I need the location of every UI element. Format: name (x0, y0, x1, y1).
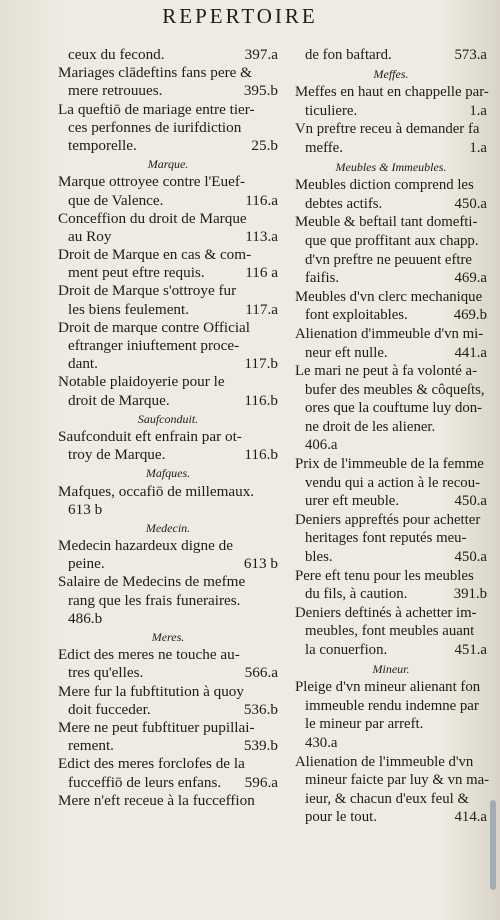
index-line (58, 701, 278, 719)
entry-text: Pere eft tenu pour les meubles (295, 567, 474, 584)
section-heading (295, 158, 487, 177)
entry-text: La queftiō de mariage entre tier- (58, 100, 255, 118)
page-reference: 573.a (454, 47, 487, 63)
entry-text: meffe. (305, 139, 343, 156)
entry-text: Mariages clādeftins fans pere & (58, 64, 252, 82)
entry-text: troy de Marque. (68, 446, 166, 464)
index-line (295, 734, 487, 753)
entry-text: mineur faicte par luy & vn ma- (305, 772, 490, 789)
index-line (295, 474, 487, 493)
entry-text: du fils, à caution. (305, 586, 408, 603)
entry-text: 486.b (68, 609, 103, 627)
page-reference: 113.a (245, 227, 278, 245)
page-reference: 539.b (243, 737, 278, 755)
index-line (58, 392, 278, 410)
entry-text: neur eft nulle. (305, 344, 388, 361)
entry-text: Salaire de Medecins de mefme (58, 573, 246, 591)
entry-text: que de Valence. (68, 191, 164, 209)
entry-text: immeuble rendu indemne par (305, 697, 479, 714)
entry-text: faifis. (305, 270, 340, 287)
entry-text: ne droit de les aliener. (305, 418, 436, 435)
entry-text: Pleige d'vn mineur alienant fon (295, 679, 481, 696)
page-reference: 116.a (245, 191, 278, 209)
entry-text: fucceffiō de leurs enfans. (68, 773, 222, 791)
page-reference: 596.a (244, 773, 278, 791)
entry-text: Meubles d'vn clerc mechanique (295, 288, 483, 305)
page-reference: 1.a (469, 139, 487, 156)
index-line (295, 567, 487, 586)
index-line (295, 325, 487, 344)
entry-text: pour le tout. (305, 809, 377, 826)
entry-text: que que proffitant aux chapp. (305, 232, 479, 249)
entry-text: ceux du fecond. (68, 46, 165, 63)
index-line (295, 436, 487, 455)
entry-text: droit de Marque. (68, 391, 170, 409)
index-line (295, 790, 487, 809)
index-line (58, 282, 278, 300)
entry-text: ment peut eftre requis. (68, 264, 205, 282)
page-reference: 450.a (454, 195, 487, 212)
page-reference: 117.a (245, 300, 278, 318)
index-line (295, 622, 487, 641)
index-line (295, 176, 487, 195)
index-line (58, 646, 278, 664)
entry-text: Meubles diction comprend les (295, 177, 474, 194)
entry-text: peine. (68, 555, 105, 573)
index-line (295, 102, 487, 121)
page-reference: 116.b (244, 391, 278, 409)
page-reference: 116 a (245, 264, 278, 282)
index-line (58, 501, 278, 519)
entry-text: de fon baftard. (305, 47, 392, 63)
entry-text: Prix de l'immeuble de la femme (295, 456, 484, 473)
page-reference: 441.a (454, 344, 487, 361)
entry-text: Meubles & Immeubles. (335, 159, 447, 174)
index-line (295, 213, 487, 232)
index-line (58, 555, 278, 573)
index-line (295, 83, 487, 102)
entry-text: Mere n'eft receue à la fucceffion (58, 791, 255, 809)
page-reference: 391.b (453, 586, 487, 603)
entry-text: urer eft meuble. (305, 493, 400, 510)
index-line (295, 195, 487, 214)
entry-text: Meuble & beftail tant domefti- (295, 214, 478, 231)
index-line (295, 306, 487, 325)
entry-text: Meres. (151, 630, 185, 644)
index-line (295, 46, 487, 65)
entry-text: d'vn preftre ne peuuent eftre (305, 251, 472, 268)
page-reference: 397.a (244, 46, 278, 63)
index-line (58, 537, 278, 555)
entry-text: Mafques, occafiō de millemaux. (58, 482, 255, 500)
index-line (58, 137, 278, 155)
entry-text: Edict des meres ne touche au- (58, 646, 240, 664)
index-line (58, 210, 278, 228)
entry-text: Vn preftre receu à demander fa (295, 121, 480, 138)
section-heading (58, 410, 278, 428)
entry-text: Marque. (147, 157, 189, 172)
left-column (58, 46, 278, 810)
entry-text: ces perfonnes de iurifdiction (68, 118, 242, 136)
entry-text: Edict des meres forclofes de la (58, 755, 245, 773)
page-reference: 566.a (244, 664, 278, 682)
entry-text: 613 b (68, 500, 103, 518)
section-heading (58, 628, 278, 646)
entry-text: Marque ottroyee contre l'Euef- (58, 173, 246, 191)
index-line (58, 264, 278, 282)
section-heading (295, 660, 487, 679)
entry-text: Mafques. (145, 466, 191, 481)
page-reference: 450.a (454, 493, 487, 510)
index-line (58, 228, 278, 246)
entry-text: Droit de Marque en cas & com- (58, 246, 252, 264)
index-line (295, 455, 487, 474)
entry-text: Meffes. (373, 66, 409, 81)
entry-text: dant. (68, 355, 98, 373)
index-line (295, 678, 487, 697)
entry-text: Saufconduit. (137, 411, 199, 426)
index-line (58, 355, 278, 373)
entry-text: la conuerfion. (305, 642, 388, 658)
index-line (295, 120, 487, 139)
entry-text: Meffes en haut en chappelle par- (295, 84, 489, 101)
entry-text: Medecin. (145, 520, 191, 535)
index-line (295, 399, 487, 418)
index-line (295, 139, 487, 158)
index-line (295, 492, 487, 511)
section-heading (58, 155, 278, 173)
page-reference: 25.b (251, 136, 278, 154)
entry-text: meubles, font meubles auant (305, 623, 475, 640)
index-line (58, 82, 278, 100)
page-reference: 536.b (243, 700, 278, 718)
entry-text: ticuliere. (305, 102, 358, 119)
page-reference: 469.a (454, 270, 487, 287)
index-line (295, 604, 487, 623)
entry-text: ores que la couftume luy don- (305, 400, 483, 417)
index-line (58, 592, 278, 610)
page-reference: 117.b (244, 355, 278, 373)
index-line (58, 119, 278, 137)
page-reference: 414.a (454, 809, 487, 826)
entry-text: vendu qui a action à le recou- (305, 474, 481, 491)
index-line (295, 697, 487, 716)
entry-text: Deniers appreftés pour achetter (295, 511, 481, 528)
index-line (295, 381, 487, 400)
entry-text: 430.a (305, 734, 338, 751)
index-line (295, 251, 487, 270)
page-reference: 116.b (244, 446, 278, 464)
index-line (58, 683, 278, 701)
entry-text: le mineur par arreft. (305, 716, 424, 733)
entry-text: Le mari ne peut à fa volonté a- (295, 363, 477, 380)
index-line (295, 344, 487, 363)
entry-text: tres qu'elles. (68, 664, 144, 682)
entry-text: doit fucceder. (68, 700, 151, 718)
entry-text: font exploitables. (305, 307, 408, 324)
entry-text: temporelle. (68, 136, 137, 154)
entry-text: les biens feulement. (68, 300, 190, 318)
index-line (58, 774, 278, 792)
index-line (295, 548, 487, 567)
index-line (58, 337, 278, 355)
index-line (58, 792, 278, 810)
entry-text: Droit de marque contre Official (58, 318, 251, 336)
index-line (58, 373, 278, 391)
page-reference: 450.a (454, 549, 487, 566)
index-line (295, 771, 490, 790)
entry-text: rang que les frais funeraires. (68, 591, 241, 609)
index-line (58, 664, 278, 682)
section-heading (58, 464, 278, 482)
entry-text: debtes actifs. (305, 195, 383, 212)
index-line (295, 529, 487, 548)
entry-text: Medecin hazardeux digne de (58, 537, 233, 555)
section-heading (58, 519, 278, 537)
index-line (295, 808, 487, 827)
index-line (295, 362, 487, 381)
index-line (295, 511, 487, 530)
index-line (58, 719, 278, 737)
index-line (58, 192, 278, 210)
index-line (58, 573, 278, 591)
entry-text: bles. (305, 549, 333, 566)
index-line (58, 610, 278, 628)
page-reference: 469.b (453, 307, 487, 324)
index-line (58, 737, 278, 755)
index-line (58, 101, 278, 119)
entry-text: heritages font reputés meu- (305, 530, 467, 547)
entry-text: Saufconduit eft enfrain par ot- (58, 427, 242, 445)
index-line (295, 715, 487, 734)
index-line (58, 173, 278, 191)
page-header: REPERTOIRE (162, 4, 318, 28)
entry-text: Notable plaidoyerie pour le (58, 373, 225, 391)
index-line (58, 428, 278, 446)
entry-text: Conceffion du droit de Marque (58, 209, 247, 227)
index-line (295, 232, 487, 251)
index-line (58, 483, 278, 501)
page-reference: 395.b (243, 82, 278, 100)
entry-text: Mere fur la fubftitution à quoy (58, 682, 244, 700)
entry-text: ieur, & chacun d'eux feul & (305, 790, 469, 807)
entry-text: Alienation de l'immeuble d'vn (295, 753, 474, 770)
page-reference: 451.a (454, 642, 487, 658)
index-line (295, 288, 487, 307)
index-line (58, 446, 278, 464)
scroll-indicator (490, 800, 496, 890)
page-reference: 1.a (469, 102, 487, 119)
page-reference: 613 b (243, 555, 278, 573)
index-line (58, 755, 278, 773)
index-line (58, 319, 278, 337)
entry-text: rement. (68, 737, 114, 755)
index-line (58, 246, 278, 264)
index-line (295, 418, 487, 437)
entry-text: au Roy (68, 227, 112, 245)
entry-text: mere retrouues. (68, 82, 163, 100)
index-line (295, 585, 487, 604)
entry-text: Mineur. (372, 661, 410, 676)
entry-text: eftranger iniuftement proce- (68, 337, 240, 354)
index-line (295, 269, 487, 288)
index-line (58, 64, 278, 82)
index-line (58, 46, 278, 64)
index-line (295, 753, 487, 772)
entry-text: 406.a (305, 437, 338, 454)
right-column (295, 46, 490, 827)
entry-text: Alienation d'immeuble d'vn mi- (295, 325, 484, 342)
entry-text: Mere ne peut fubftituer pupillai- (58, 718, 255, 736)
entry-text: bufer des meubles & côqueſts, (305, 381, 485, 398)
section-heading (295, 65, 487, 84)
entry-text: Deniers deftinés à achetter im- (295, 604, 477, 621)
entry-text: Droit de Marque s'ottroye fur (58, 282, 237, 300)
index-line (295, 641, 487, 660)
index-line (58, 301, 278, 319)
